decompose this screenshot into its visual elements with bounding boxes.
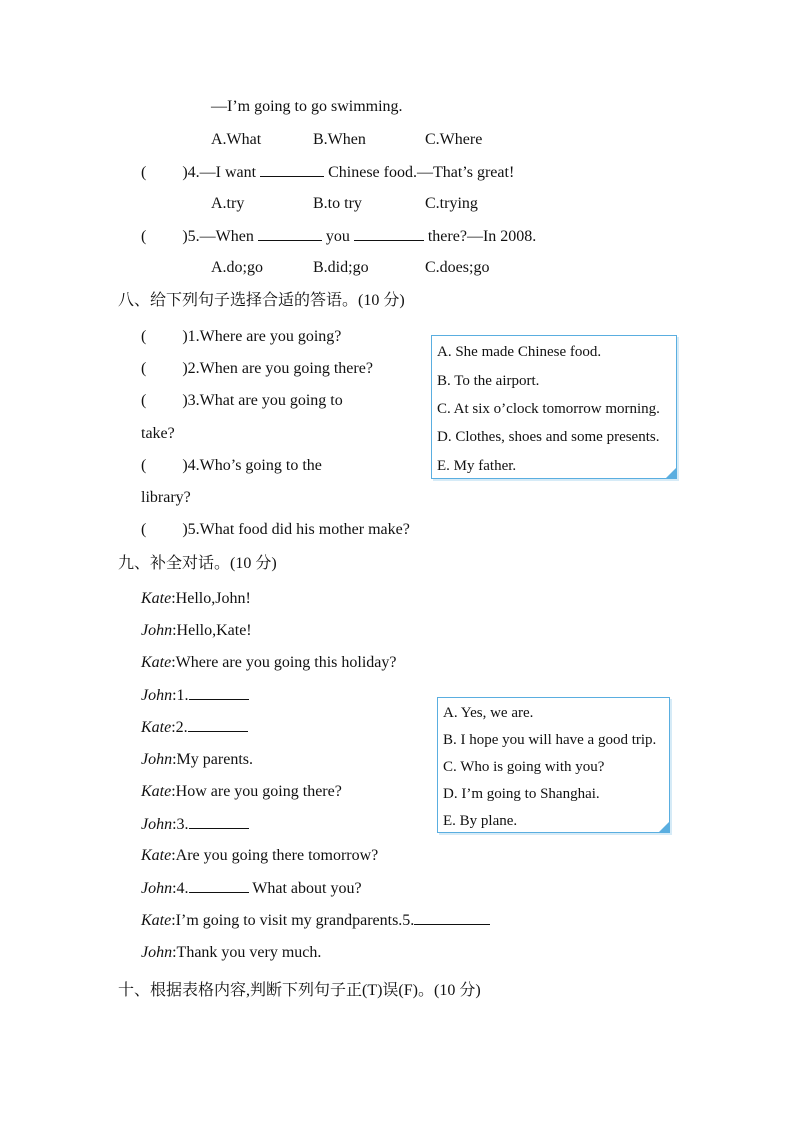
q4-line [141, 162, 514, 183]
q5-number: )5. [182, 228, 200, 245]
section-10-heading: 十、根据表格内容,判断下列句子正(T)误(F)。(10 分) [118, 982, 481, 999]
q3-option-c: C.Where [425, 131, 483, 148]
s9-option-d: D. I’m going to Shanghai. [443, 786, 600, 802]
dialogue-line [141, 814, 249, 835]
answer-paren-open: ( [141, 164, 147, 181]
dialogue-line [141, 621, 252, 641]
answer-paren-open: ( [141, 360, 147, 377]
question-text: )3.What are you going to [182, 392, 343, 409]
dialogue-text: :Hello,Kate! [172, 622, 252, 639]
q4-option-a: A.try [211, 195, 245, 212]
speaker-name: John [141, 816, 173, 833]
answer-paren-open: ( [141, 392, 147, 409]
q4-text-b: Chinese food.—That’s great! [328, 164, 515, 181]
s9-option-e: E. By plane. [443, 813, 518, 829]
q3-option-b: B.When [313, 131, 366, 148]
q4-option-b: B.to try [313, 195, 362, 212]
dialogue-line [141, 589, 251, 609]
dialogue-text: :1. [172, 687, 189, 704]
s8-question-1 [141, 327, 341, 347]
q5-blank-2[interactable] [354, 226, 424, 241]
s9-option-b: B. I hope you will have a good trip. [443, 732, 657, 748]
section-9-heading: 九、补全对话。(10 分) [118, 555, 277, 572]
page-fold-corner [658, 821, 670, 833]
dialogue-text: :I’m going to visit my grandparents.5. [171, 912, 415, 929]
speaker-name: Kate [141, 654, 172, 671]
s8-option-d: D. Clothes, shoes and some presents. [437, 429, 660, 445]
s8-question-4-cont: library? [141, 489, 191, 506]
dialogue-line [141, 943, 321, 963]
speaker-name: John [141, 944, 173, 961]
speaker-name: John [141, 687, 173, 704]
q4-text-a: —I want [199, 164, 257, 181]
s8-question-4 [141, 456, 322, 476]
s8-question-3-cont: take? [141, 425, 175, 442]
answer-paren-open: ( [141, 228, 147, 245]
dialogue-blank-3[interactable] [189, 814, 249, 829]
s8-option-a: A. She made Chinese food. [437, 344, 602, 360]
dialogue-text: :Are you going there tomorrow? [171, 847, 379, 864]
dialogue-line [141, 717, 248, 738]
dialogue-line [141, 685, 249, 706]
q5-option-a: A.do;go [211, 259, 263, 276]
s9-option-a: A. Yes, we are. [443, 705, 534, 721]
q4-number: )4. [182, 164, 200, 181]
section-8-heading: 八、给下列句子选择合适的答语。(10 分) [118, 292, 405, 309]
answer-paren-open: ( [141, 457, 147, 474]
dialogue-text: :3. [172, 816, 189, 833]
question-text: )4.Who’s going to the [182, 457, 322, 474]
speaker-name: Kate [141, 847, 172, 864]
q5-text-c: there?—In 2008. [427, 228, 537, 245]
dialogue-blank-5[interactable] [414, 910, 490, 925]
speaker-name: Kate [141, 719, 172, 736]
dialogue-text: :My parents. [172, 751, 253, 768]
dialogue-line [141, 653, 396, 673]
question-text: )5.What food did his mother make? [182, 521, 410, 538]
answer-paren-open: ( [141, 328, 147, 345]
s8-option-c: C. At six o’clock tomorrow morning. [437, 401, 660, 417]
q4-blank[interactable] [260, 162, 324, 177]
speaker-name: John [141, 880, 173, 897]
q5-option-c: C.does;go [425, 259, 490, 276]
s8-question-3 [141, 391, 343, 411]
s8-question-2 [141, 359, 373, 379]
dialogue-text: :How are you going there? [171, 783, 342, 800]
q4-option-c: C.trying [425, 195, 478, 212]
s9-option-c: C. Who is going with you? [443, 759, 605, 775]
dialogue-text: :Hello,John! [171, 590, 251, 607]
q5-option-b: B.did;go [313, 259, 369, 276]
speaker-name: John [141, 751, 173, 768]
dialogue-line [141, 878, 362, 899]
dialogue-text: :Thank you very much. [172, 944, 322, 961]
dialogue-line [141, 750, 253, 770]
question-text: )2.When are you going there? [182, 360, 373, 377]
s8-question-5 [141, 520, 410, 540]
dialogue-blank-2[interactable] [188, 717, 248, 732]
dialogue-line [141, 846, 378, 866]
q5-text-a: —When [199, 228, 254, 245]
speaker-name: Kate [141, 912, 172, 929]
speaker-name: Kate [141, 590, 172, 607]
answer-paren-open: ( [141, 521, 147, 538]
dialogue-text: :2. [171, 719, 188, 736]
q5-blank-1[interactable] [258, 226, 322, 241]
page-fold-corner [665, 467, 677, 479]
speaker-name: Kate [141, 783, 172, 800]
dialogue-line [141, 782, 342, 802]
s9-options-box [437, 697, 670, 833]
s8-option-e: E. My father. [437, 458, 517, 474]
q5-text-b: you [325, 228, 350, 245]
question-text: )1.Where are you going? [182, 328, 342, 345]
speaker-name: John [141, 622, 173, 639]
dialogue-blank-1[interactable] [189, 685, 249, 700]
dialogue-text: :4. [172, 880, 189, 897]
q5-line [141, 226, 536, 247]
dialogue-line [141, 910, 490, 931]
s8-options-box [431, 335, 677, 479]
dialogue-text-after: What about you? [252, 880, 362, 897]
dialogue-text: :Where are you going this holiday? [171, 654, 397, 671]
dialogue-blank-4[interactable] [189, 878, 249, 893]
q3-answer-line: —I’m going to go swimming. [211, 98, 403, 115]
q3-option-a: A.What [211, 131, 262, 148]
s8-option-b: B. To the airport. [437, 373, 540, 389]
